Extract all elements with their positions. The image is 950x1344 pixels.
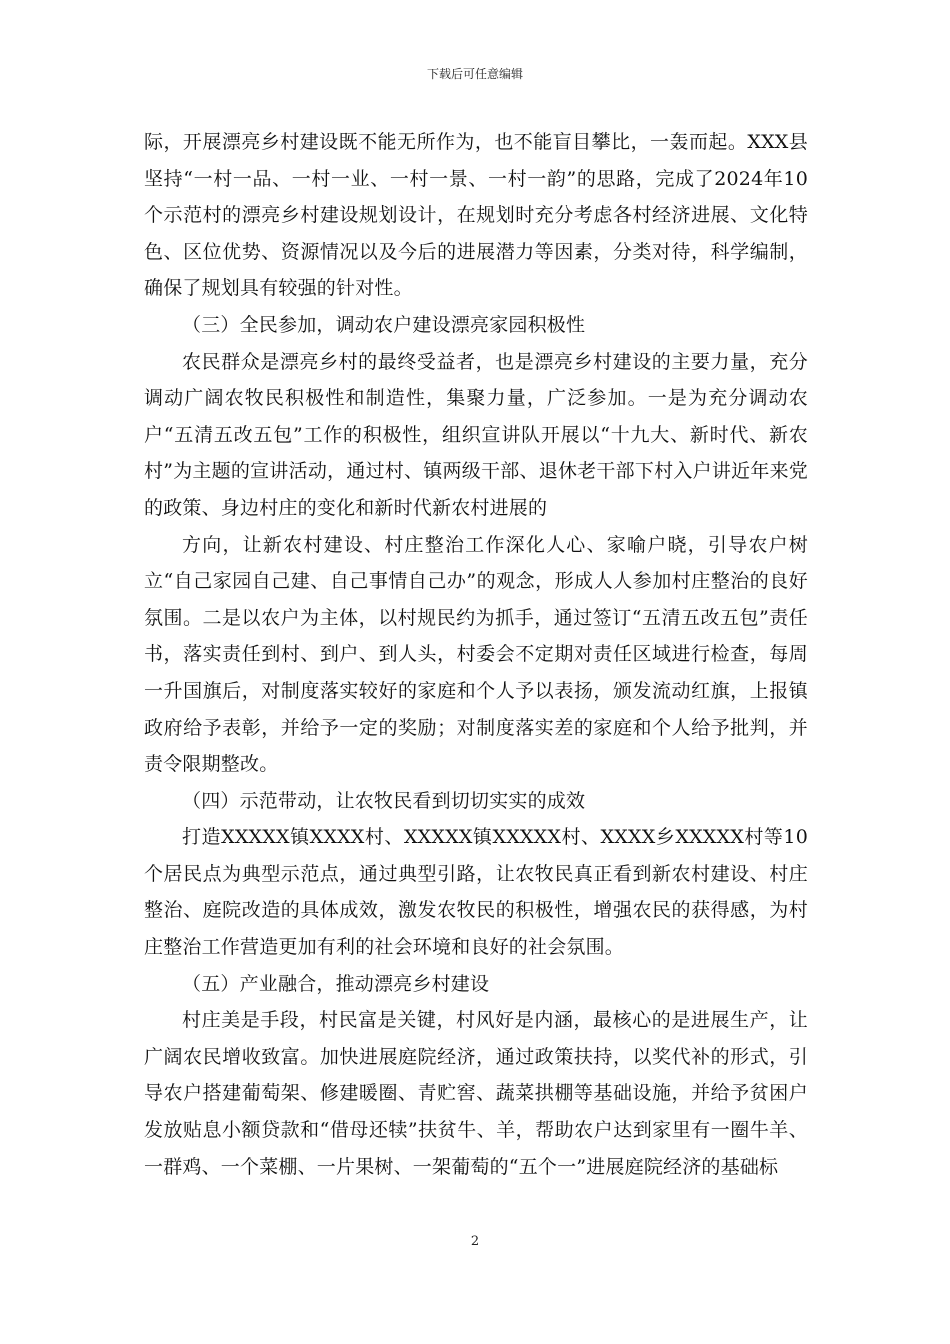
section-heading-3: （三）全民参加，调动农户建设漂亮家园积极性 bbox=[182, 313, 586, 336]
paragraph-body: 打造XXXXX镇XXXX村、XXXXX镇XXXXX村、XXXX乡XXXXX村等10个居民点为典型示范点，通过典型引路，让农牧民真正看到新农村建设、村庄整治、庭院改造的具体成效，激发农牧民的积极性，增强农民的获得感，为村庄整治工作营造更加有利的社会环境和良好的社会氛围。 bbox=[144, 826, 808, 959]
page-number: 2 bbox=[470, 1234, 480, 1249]
paragraph-body: 方向，让新农村建设、村庄整治工作深化人心、家喻户晓，引导农户树立“自己家园自己建、自己事情自己办”的观念，形成人人参加村庄整治的良好氛围。二是以农户为主体，以村规民约为抓手，通过签订“五清五改五包”责任书，落实责任到村、到户、到人头，村委会不定期对责任区域进行检查，每周一升国旗后，对制度落实较好的家庭和个人予以表扬，颁发流动红旗，上报镇政府给予表彰，并给予一定的奖励；对制度落实差的家庭和个人给予批判，并责令限期整改。 bbox=[144, 533, 808, 776]
paragraph-body: 村庄美是手段，村民富是关键，村风好是内涵，最核心的是进展生产，让广阔农民增收致富。加快进展庭院经济，通过政策扶持，以奖代补的形式，引导农户搭建葡萄架、修建暖圈、青贮窖、蔬菜拱棚等基础设施，并给予贫困户发放贴息小额贷款和“借母还犊”扶贫牛、羊，帮助农户达到家里有一圈牛羊、一群鸡、一个菜棚、一片果树、一架葡萄的“五个一”进展庭院经济的基础标 bbox=[144, 1009, 808, 1178]
paragraph-body: 农民群众是漂亮乡村的最终受益者，也是漂亮乡村建设的主要力量，充分调动广阔农牧民积极性和制造性，集聚力量，广泛参加。一是为充分调动农户“五清五改五包”工作的积极性，组织宣讲队开展以“十九大、新时代、新农村”为主题的宣讲活动，通过村、镇两级干部、退休老干部下村入户讲近年来党的政策、身边村庄的变化和新时代新农村进展的 bbox=[144, 350, 808, 519]
section-heading-5: （五）产业融合，推动漂亮乡村建设 bbox=[182, 972, 490, 995]
paragraph-continuation: 际，开展漂亮乡村建设既不能无所作为，也不能盲目攀比，一轰而起。XXX县坚持“一村一品、一村一业、一村一景、一村一韵”的思路，完成了2024年10个示范村的漂亮乡村建设规划设计，在规划时充分考虑各村经济进展、文化特色、区位优势、资源情况以及今后的进展潜力等因素，分类对待，科学编制，确保了规划具有较强的针对性。 bbox=[144, 131, 808, 300]
document-body bbox=[144, 124, 808, 1185]
section-heading-4: （四）示范带动，让农牧民看到切切实实的成效 bbox=[182, 789, 586, 812]
page-header: 下载后可任意编辑 bbox=[426, 67, 523, 81]
